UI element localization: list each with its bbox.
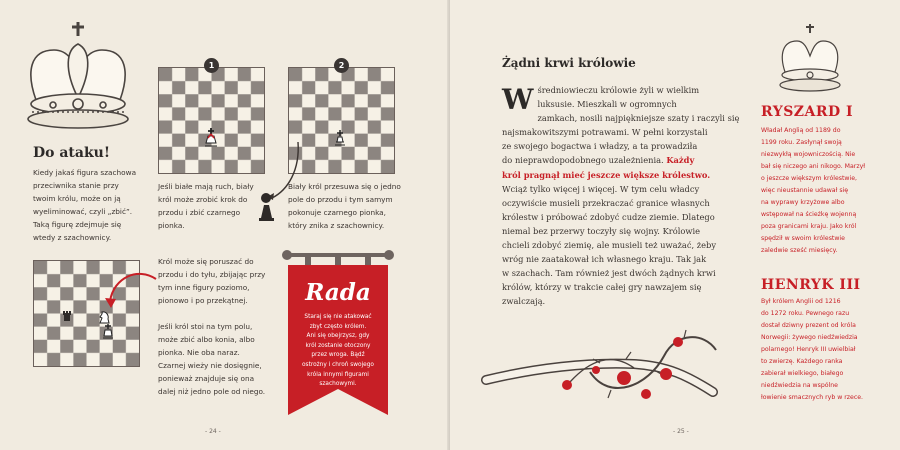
sidebar-title-henryk: HENRYK III — [761, 277, 861, 293]
crown-icon — [18, 22, 138, 132]
white-king-icon — [331, 129, 349, 147]
page-heading: Żądni krwi królowie — [502, 56, 636, 70]
main-text-rest: Wciąż tylko więcej i więcej. W tym celu władcy oczywiście musieli przekraczać granice własnych królestw i próbować zdobyć cudze ziemie. Dlatego niemal bez przerwy toczyły się wojny. Królowie chcieli zdobyć ziemię, ale musieli też uważać, żeby wróg nie zaatakował ich własnego kraju. Tak jak w szachach. Tam również jest dwóch żądnych krwi królów, którzy w trakcie całej gry nawzajem się zwalczają. — [502, 183, 717, 307]
rook-paragraph: Jeśli król stoi na tym polu, może zbić albo konia, albo pionka. Nie oba naraz. Czarnej wieży nie dosięgnie, ponieważ znajduje się ona dalej niż jedno pole od niego. — [158, 322, 266, 396]
drop-cap: W — [502, 83, 534, 116]
intro-paragraph: Kiedy jakaś figura szachowa przeciwnika stanie przy twoim królu, może on ją wyeliminować, czyli „zbić”. Taką figurę zdejmuje się wtedy z szachownicy. — [33, 168, 137, 242]
board-squares — [289, 68, 394, 173]
right-page — [450, 0, 900, 450]
tip-banner — [288, 265, 388, 415]
main-text-highlight: Każdy król pragnął mieć jeszcze większe królestwo. — [502, 155, 711, 180]
red-arrow-icon — [100, 265, 160, 315]
white-king-icon — [100, 323, 116, 339]
page-number-right: - 25 - — [673, 428, 689, 435]
black-rook-icon — [59, 309, 75, 325]
main-article — [502, 83, 752, 309]
page-heading: Do ataku! — [33, 145, 110, 161]
diagram-1-caption: Jeśli białe mają ruch, biały król może zrobić krok do przodu i zbić czarnego pionka. — [158, 182, 254, 230]
crown-icon — [775, 24, 845, 94]
main-text-first: średniowieczu królowie żyli w wielkim luksusie. Mieszkali w ogromnych zamkach, nosili najpiękniejsze szaty i raczyli się najsmakowitszymi potrawami. W pełni korzystali ze swojego bogactwa i władzy, a ta prowadziła do nieprawdopodobnego uzależnienia. — [502, 85, 740, 166]
movement-paragraph: Król może się poruszać do przodu i do tyłu, zbijając przy tym inne figury poziomo, pionowo i po przekątnej. — [158, 257, 266, 305]
thorn-branch-icon — [478, 322, 723, 432]
sidebar-text-ryszard: Władał Anglią od 1189 do 1199 roku. Zasłynął swoją niezwykłą wojowniczością. Nie bał się niczego ani nikogo. Marzył o jeszcze większym królestwie, więc nieustannie udawał się na wyprawy krzyżowe albo wstępował na ścieżkę wojenną poza granicami kraju. Jako król spędził w swoim królestwie zaledwie sześć miesięcy. — [761, 127, 866, 254]
chessboard-diagram-2 — [288, 67, 395, 174]
diagram-2-caption: Biały król przesuwa się o jedno pole do przodu i tym samym pokonuje czarnego pionka, który znika z szachownicy. — [288, 182, 401, 230]
banner-rod — [281, 245, 395, 265]
page-number-left: - 24 - — [205, 428, 221, 435]
sidebar-title-ryszard: RYSZARD I — [761, 104, 854, 120]
sidebar-text-henryk: Był królem Anglii od 1216 do 1272 roku. Pewnego razu dostał dziwny prezent od króla Norwegii: żywego niedźwiedzia polarnego! Henryk III uwielbiał to zwierzę. Każdego ranka zabierał wielkiego, białego niedźwiedzia na wspólne łowienie smacznych ryb w rzece. — [761, 298, 864, 401]
white-king-icon — [200, 126, 222, 148]
banner-title: Rada — [305, 279, 371, 306]
banner-text: Staraj się nie atakować zbyt często królem. Ani się obejrzysz, gdy król zostanie otoczony przez wroga. Bądź ostrożny i chroń swojego króla innymi figurami szachowymi. — [302, 314, 374, 388]
diagram-number-1: 1 — [204, 58, 219, 73]
chessboard-diagram-1 — [158, 67, 265, 174]
board-squares — [159, 68, 264, 173]
diagram-number-2: 2 — [334, 58, 349, 73]
